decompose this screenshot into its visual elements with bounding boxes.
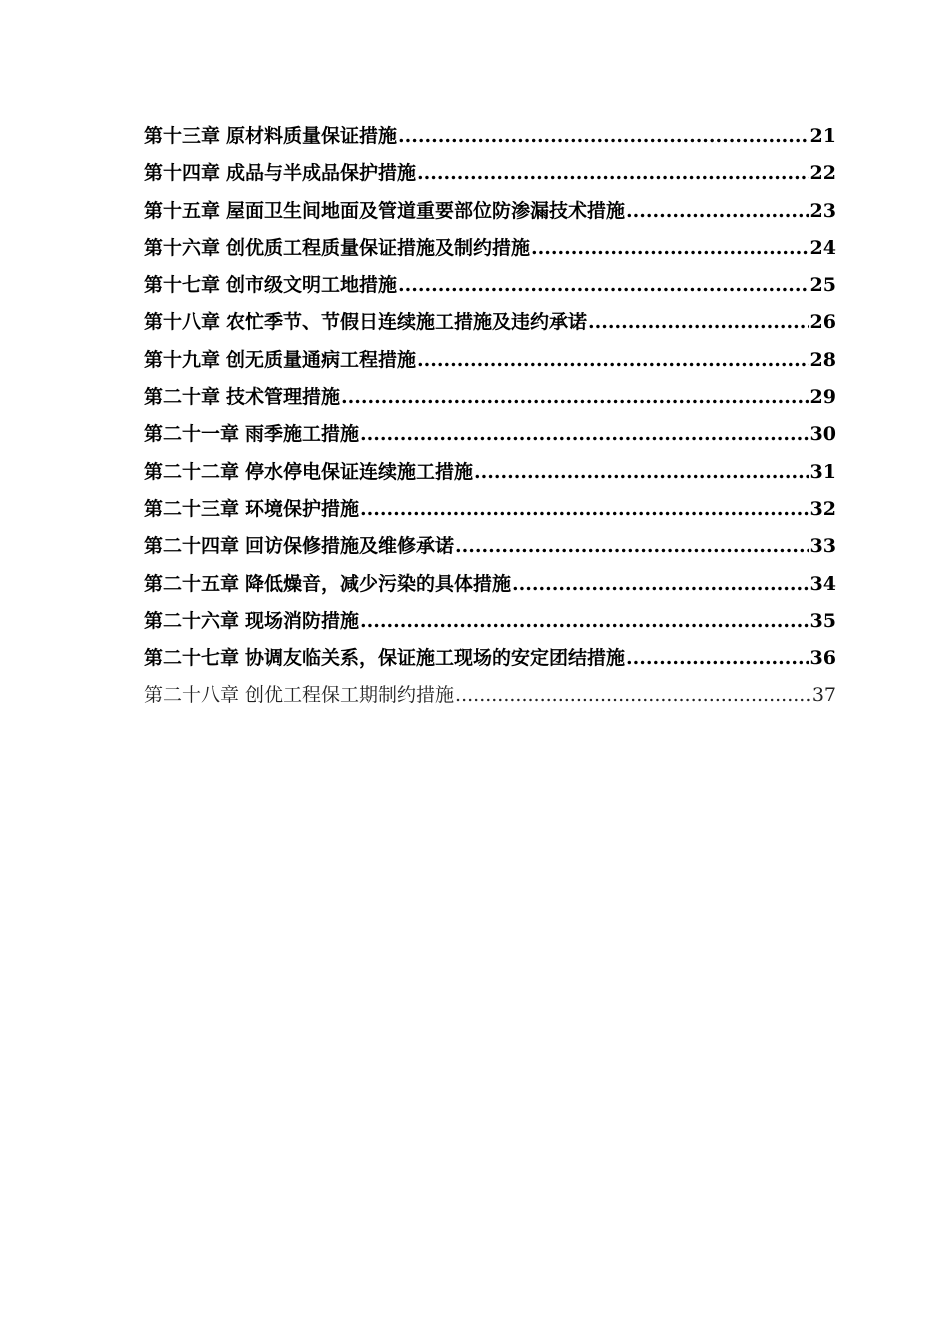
toc-page-number: 21 bbox=[809, 125, 836, 147]
dot-leader bbox=[417, 155, 809, 192]
toc-page-number: 31 bbox=[809, 460, 836, 483]
toc-entry[interactable] bbox=[144, 379, 836, 416]
toc-entry-title: 现场消防措施 bbox=[245, 609, 360, 632]
toc-entry-title: 环境保护措施 bbox=[245, 497, 360, 520]
toc-entry[interactable] bbox=[144, 491, 836, 528]
toc-entry[interactable] bbox=[144, 118, 836, 155]
toc-page-number: 24 bbox=[809, 236, 836, 259]
toc-page-number: 26 bbox=[809, 311, 836, 334]
toc-chapter-number: 第十六章 bbox=[144, 236, 221, 259]
dot-leader bbox=[341, 379, 809, 416]
toc-chapter-number: 第十三章 bbox=[144, 125, 221, 147]
toc-chapter-number: 第二十四章 bbox=[144, 535, 240, 558]
toc-chapter-number: 第十八章 bbox=[144, 311, 221, 334]
toc-entry[interactable] bbox=[144, 603, 836, 640]
toc-entry[interactable] bbox=[144, 416, 836, 453]
dot-leader bbox=[455, 528, 809, 565]
toc-entry-title: 创优工程保工期制约措施 bbox=[245, 684, 455, 707]
toc-page-number: 30 bbox=[809, 423, 836, 446]
toc-entry-title: 回访保修措施及维修承诺 bbox=[245, 535, 455, 558]
toc-page-number: 35 bbox=[809, 609, 836, 632]
dot-leader bbox=[588, 304, 809, 341]
toc-chapter-number: 第十四章 bbox=[144, 162, 221, 185]
toc-entry[interactable] bbox=[144, 566, 836, 603]
toc-page-number: 28 bbox=[809, 348, 836, 371]
toc-chapter-number: 第二十五章 bbox=[144, 572, 240, 595]
toc-page-number: 36 bbox=[809, 647, 836, 670]
toc-entry-title: 技术管理措施 bbox=[226, 386, 341, 409]
toc-entry-title: 停水停电保证连续施工措施 bbox=[245, 460, 474, 483]
toc-chapter-number: 第十七章 bbox=[144, 274, 221, 297]
dot-leader bbox=[474, 454, 809, 491]
toc-entry-title: 原材料质量保证措施 bbox=[226, 125, 398, 147]
toc-page-number: 22 bbox=[809, 162, 836, 185]
toc-chapter-number: 第十五章 bbox=[144, 199, 221, 222]
toc-chapter-number: 第二十三章 bbox=[144, 497, 240, 520]
dot-leader bbox=[398, 267, 809, 304]
toc-entry-title: 协调友临关系，保证施工现场的安定团结措施 bbox=[245, 647, 626, 670]
dot-leader bbox=[360, 416, 809, 453]
dot-leader bbox=[626, 193, 809, 230]
toc-page-number: 23 bbox=[809, 199, 836, 222]
toc-chapter-number: 第二十二章 bbox=[144, 460, 240, 483]
toc-entry[interactable] bbox=[144, 267, 836, 304]
toc-page-number: 37 bbox=[811, 684, 836, 707]
dot-leader bbox=[531, 230, 809, 267]
dot-leader bbox=[626, 640, 809, 677]
table-of-contents bbox=[144, 118, 836, 715]
toc-entry[interactable] bbox=[144, 155, 836, 192]
toc-entry[interactable] bbox=[144, 342, 836, 379]
toc-entry[interactable] bbox=[144, 230, 836, 267]
toc-entry-title: 雨季施工措施 bbox=[245, 423, 360, 446]
toc-chapter-number: 第二十章 bbox=[144, 386, 221, 409]
toc-page-number: 29 bbox=[809, 386, 836, 409]
dot-leader bbox=[455, 677, 811, 714]
toc-entry[interactable] bbox=[144, 304, 836, 341]
toc-entry-title: 屋面卫生间地面及管道重要部位防渗漏技术措施 bbox=[226, 199, 626, 222]
toc-entry-title: 创优质工程质量保证措施及制约措施 bbox=[226, 236, 531, 259]
dot-leader bbox=[417, 342, 809, 379]
toc-chapter-number: 第二十七章 bbox=[144, 647, 240, 670]
toc-page-number: 34 bbox=[809, 572, 836, 595]
toc-chapter-number: 第二十六章 bbox=[144, 609, 240, 632]
toc-entry[interactable] bbox=[144, 193, 836, 230]
toc-entry-title: 创无质量通病工程措施 bbox=[226, 348, 417, 371]
toc-entry-title: 创市级文明工地措施 bbox=[226, 274, 398, 297]
toc-entry[interactable] bbox=[144, 454, 836, 491]
toc-chapter-number: 第二十八章 bbox=[144, 684, 240, 707]
dot-leader bbox=[360, 491, 809, 528]
toc-page-number: 32 bbox=[809, 497, 836, 520]
toc-entry-title: 农忙季节、节假日连续施工措施及违约承诺 bbox=[226, 311, 588, 334]
toc-chapter-number: 第二十一章 bbox=[144, 423, 240, 446]
toc-entry[interactable] bbox=[144, 677, 836, 714]
toc-entry-title: 成品与半成品保护措施 bbox=[226, 162, 417, 185]
dot-leader bbox=[512, 566, 809, 603]
dot-leader bbox=[398, 118, 809, 155]
toc-entry[interactable] bbox=[144, 528, 836, 565]
toc-entry[interactable] bbox=[144, 640, 836, 677]
toc-page-number: 25 bbox=[809, 274, 836, 297]
dot-leader bbox=[360, 603, 809, 640]
toc-chapter-number: 第十九章 bbox=[144, 348, 221, 371]
toc-entry-title: 降低燥音，减少污染的具体措施 bbox=[245, 572, 512, 595]
toc-page-number: 33 bbox=[809, 535, 836, 558]
